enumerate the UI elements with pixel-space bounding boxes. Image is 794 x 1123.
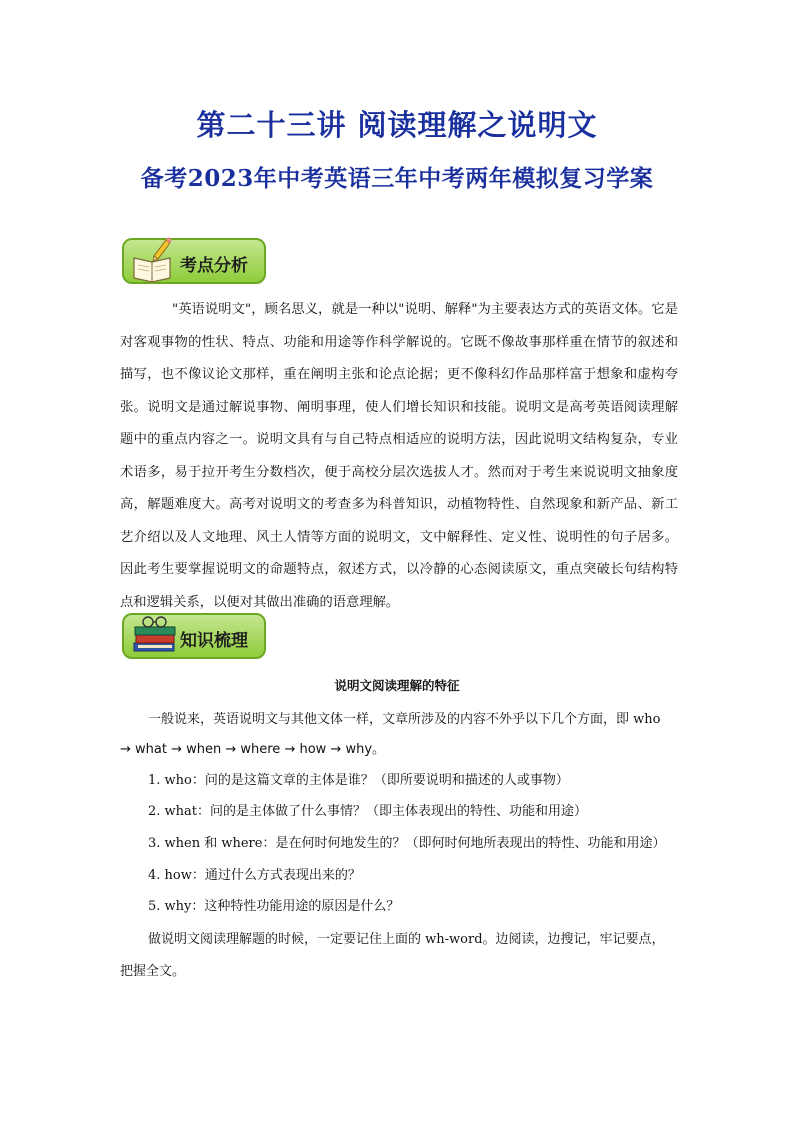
intro-line: 一般说来，英语说明文与其他文体一样，文章所涉及的内容不外乎以下几个方面，即 who	[148, 712, 661, 727]
section-banner-label: 知识梳理	[180, 631, 248, 651]
section-banner-analysis	[122, 238, 266, 284]
list-item: 2. what：问的是主体做了什么事情？（即主体表现出的特性、功能和用途）	[148, 804, 588, 819]
books-stack-icon	[130, 611, 180, 657]
analysis-paragraph: "英语说明文"，顾名思义，就是一种以"说明、解释"为主要表达方式的英语文体。它是对客观事物的性状、特点、功能和用途等作科学解说的。它既不像故事那样重在情节的叙述和描写，也不像议论文那样，重在阐明主张和论点论据；更不像科幻作品那样富于想象和虚构夸张。说明文是通过解说事物、阐明事理，使人们增长知识和技能。说明文是高考英语阅读理解题中的重点内容之一。说明文具有与自己特点相适应的说明方法，因此说明文结构复杂，专业术语多，易于拉开考生分数档次，便于高校分层次选拔人才。然而对于考生来说说明文抽象度高，解题难度大。高考对说明文的考查多为科普知识，动植物特性、自然现象和新产品、新工艺介绍以及人文地理、风土人情等方面的说明文，文中解释性、定义性、说明性的句子居多。因此考生要掌握说明文的命题特点，叙述方式，以冷静的心态阅读原文，重点突破长句结构特点和逻辑关系，以便对其做出准确的语意理解。	[120, 302, 678, 610]
page-subtitle: 备考2023年中考英语三年中考两年模拟复习学案	[140, 165, 654, 192]
section-banner-knowledge	[122, 613, 266, 659]
list-item: 4. how：通过什么方式表现出来的？	[148, 868, 361, 883]
list-item: 1. who：问的是这篇文章的主体是谁？（即所要说明和描述的人或事物）	[148, 773, 569, 788]
list-item: 3. when 和 where：是在何时何地发生的？（即何时何地所表现出的特性、功能和用途）	[148, 836, 666, 851]
page-title: 第二十三讲 阅读理解之说明文	[196, 108, 598, 142]
closing-line-continued: 把握全文。	[120, 964, 186, 979]
section-heading: 说明文阅读理解的特征	[334, 678, 460, 693]
closing-line: 做说明文阅读理解题的时候，一定要记住上面的 wh-word。边阅读，边搜记，牢记要点，	[148, 932, 665, 947]
book-pencil-icon	[130, 236, 176, 284]
section-banner-label: 考点分析	[180, 256, 248, 276]
intro-line-continued: → what → when → where → how → why。	[120, 742, 386, 757]
list-item: 5. why：这种特性功能用途的原因是什么？	[148, 899, 400, 914]
